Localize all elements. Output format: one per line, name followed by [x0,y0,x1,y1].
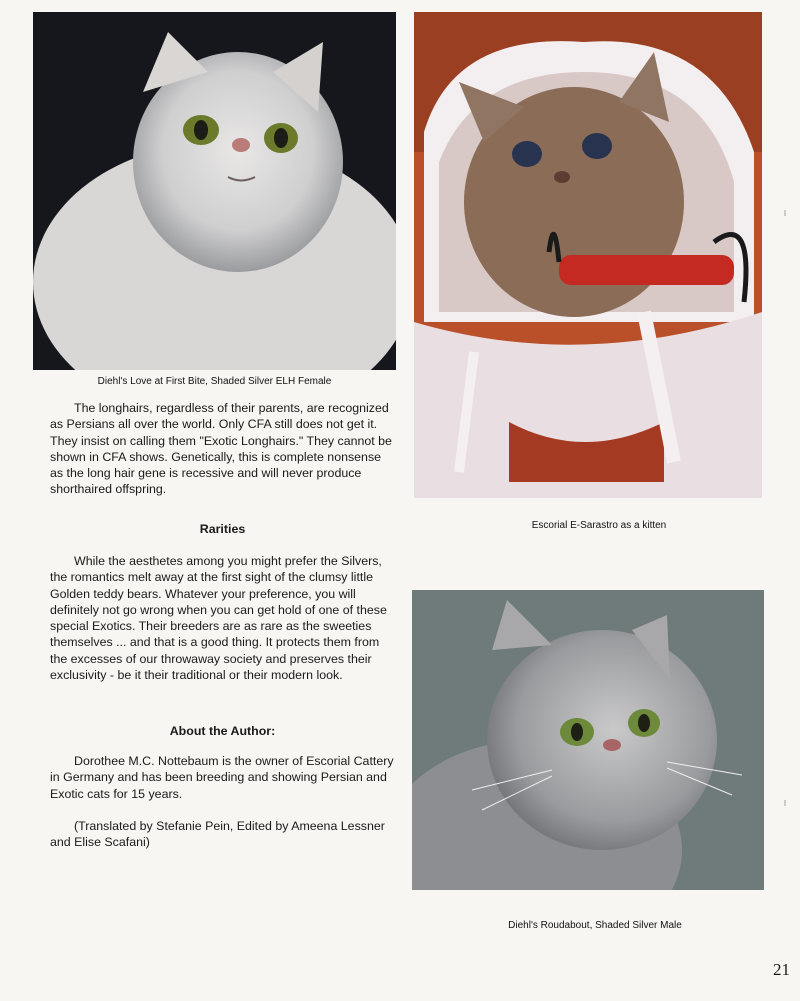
rarities-heading: Rarities [199,522,246,536]
caption-top-right: Escorial E-Sarastro as a kitten [531,520,667,531]
rarities-paragraph [50,553,395,683]
photo-kitten-basket [414,12,762,498]
author-paragraph [50,753,395,802]
intro-paragraph [50,400,395,498]
translation-paragraph [50,818,395,851]
kitten-in-basket-photo-icon [414,12,762,498]
margin-mark [784,210,786,216]
rarities-text: While the aesthetes among you might prefer the Silvers, the romantics melt away at the first sight of the clumsy little Golden teddy bears. Whatever your preference, you will definitely not go wrong when you can get hold of one of these special Exotics. Their breeders are as rare as the sweeties themselves ... and that is a good thing. It protects them from the excesses of our throwaway society and preserves their exclusivity - be it their traditional or their modern look. [50,554,387,683]
caption-bottom-right: Diehl's Roudabout, Shaded Silver Male [508,920,682,931]
photo-silver-persian [33,12,396,370]
page-number: 21 [773,960,790,979]
margin-mark [784,800,786,806]
intro-text: The longhairs, regardless of their parents, are recognized as Persians all over the world. Only CFA still does not get it. They insist on calling them "Exotic Longhairs." They cannot be shown in CFA shows. Genetically, this is complete nonsense as the long hair gene is recessive and will never produce shorthaired offspring. [50,401,392,497]
author-heading: About the Author: [169,724,276,738]
author-text: Dorothee M.C. Nottebaum is the owner of Escorial Cattery in Germany and has been breeding and showing Persian and Exotic cats for 15 years. [50,754,394,801]
persian-cat-photo-icon [33,12,396,370]
exotic-cat-photo-icon [412,590,764,890]
translation-text: (Translated by Stefanie Pein, Edited by Ameena Lessner and Elise Scafani) [50,819,385,850]
photo-exotic-male [412,590,764,890]
caption-top-left: Diehl's Love at First Bite, Shaded Silver ELH Female [97,376,332,387]
